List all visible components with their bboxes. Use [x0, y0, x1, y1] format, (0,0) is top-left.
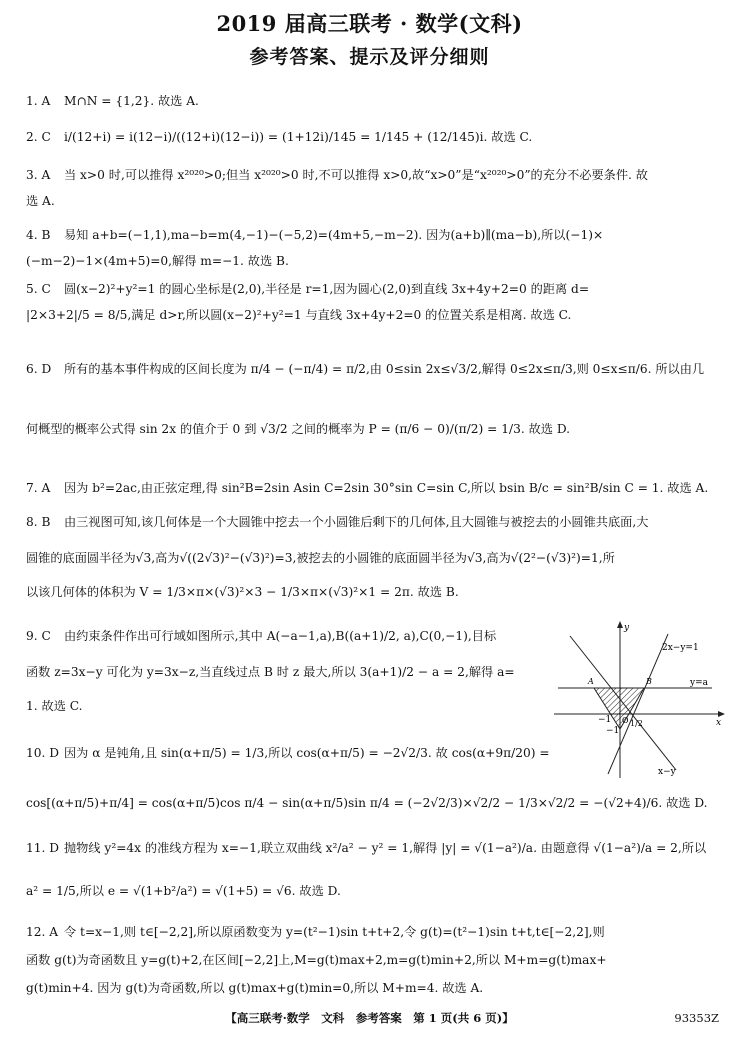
answer-number: 8. B [26, 515, 51, 529]
answer-line: 由约束条件作出可行域如图所示,其中 A(−a−1,a),B((a+1)/2, a),C(0,−1),目标 [64, 629, 497, 643]
page-footer: 【高三联考·数学 文科 参考答案 第 1 页(共 6 页)】 [225, 1011, 514, 1025]
answer-number: 11. D [26, 841, 60, 855]
doc-code: 93353Z [674, 1011, 719, 1025]
answer-number: 3. A [26, 168, 51, 182]
line-x-plus-y [570, 636, 676, 770]
page-title: 2019 届高三联考 · 数学(文科) [216, 11, 523, 36]
answer-line: 以该几何体的体积为 V = 1/3×π×(√3)²×3 − 1/3×π×(√3)²×1 = 2π. 故选 B. [26, 585, 459, 599]
line2-label: y=a [690, 678, 708, 688]
minus-one-y-label: −1 [606, 726, 620, 736]
answer-number: 5. C [26, 282, 51, 296]
page-subtitle: 参考答案、提示及评分细则 [249, 46, 490, 68]
answer-number: 10. D [26, 746, 60, 760]
answer-line: 何概型的概率公式得 sin 2x 的值介于 0 到 √3/2 之间的概率为 P = (π/6 − 0)/(π/2) = 1/3. 故选 D. [26, 422, 571, 436]
answer-line: g(t)min+4. 因为 g(t)为奇函数,所以 g(t)max+g(t)min=0,所以 M+m=4. 故选 A. [26, 981, 484, 995]
answer-line: 抛物线 y²=4x 的准线方程为 x=−1,联立双曲线 x²/a² − y² = 1,解得 |y| = √(1−a²)/a. 由题意得 √(1−a²)/a = 2,所以 [64, 841, 707, 855]
answer-number: 1. A [26, 94, 51, 108]
y-axis-label: y [624, 623, 630, 633]
point-a-label: A [588, 677, 594, 686]
answer-number: 4. B [26, 228, 51, 242]
answer-line: 由三视图可知,该几何体是一个大圆锥中挖去一个小圆锥后剩下的几何体,且大圆锥与被挖去的小圆锥共底面,大 [64, 515, 649, 529]
answer-line: (−m−2)−1×(4m+5)=0,解得 m=−1. 故选 B. [26, 254, 289, 268]
answer-line: 当 x>0 时,可以推得 x²⁰²⁰>0;但当 x²⁰²⁰>0 时,不可以推得 x>0,故“x>0”是“x²⁰²⁰>0”的充分不必要条件. 故 [64, 168, 648, 182]
answer-number: 9. C [26, 629, 51, 643]
answer-line: 因为 α 是钝角,且 sin(α+π/5) = 1/3,所以 cos(α+π/5) = −2√2/3. 故 cos(α+9π/20) = [64, 746, 550, 760]
y-axis-arrow [617, 621, 623, 628]
answer-line: 函数 g(t)为奇函数且 y=g(t)+2,在区间[−2,2]上,M=g(t)max+2,m=g(t)min+2,所以 M+m=g(t)max+ [26, 953, 607, 967]
answer-line: |2×3+2|/5 = 8/5,满足 d>r,所以圆(x−2)²+y²=1 与直线 3x+4y+2=0 的位置关系是相离. 故选 C. [26, 308, 572, 322]
answer-line: M∩N = {1,2}. 故选 A. [64, 94, 199, 108]
answer-line: i/(12+i) = i(12−i)/((12+i)(12−i)) = (1+12i)/145 = 1/145 + (12/145)i. 故选 C. [64, 130, 533, 144]
answer-number: 6. D [26, 362, 52, 376]
answer-line: 1. 故选 C. [26, 699, 83, 713]
bottom-line-label: x−y [658, 767, 676, 777]
answer-line: 圆(x−2)²+y²=1 的圆心坐标是(2,0),半径是 r=1,因为圆心(2,0)到直线 3x+4y+2=0 的距离 d= [64, 282, 590, 296]
answer-number: 7. A [26, 481, 51, 495]
minus-one-x-label: −1 [598, 715, 612, 725]
answer-line: a² = 1/5,所以 e = √(1+b²/a²) = √(1+5) = √6. 故选 D. [26, 884, 341, 898]
answer-number: 2. C [26, 130, 51, 144]
answer-line: cos[(α+π/5)+π/4] = cos(α+π/5)cos π/4 − sin(α+π/5)sin π/4 = (−2√2/3)×√2/2 − 1/3×√2/2 = −(√2+4)/6. 故选 D. [26, 796, 708, 810]
answer-line: 易知 a+b=(−1,1),ma−b=m(4,−1)−(−5,2)=(4m+5,−m−2). 因为(a+b)∥(ma−b),所以(−1)× [64, 228, 604, 242]
answer-line: 选 A. [26, 194, 55, 208]
answer-line: 函数 z=3x−y 可化为 y=3x−z,当直线过点 B 时 z 最大,所以 3(a+1)/2 − a = 2,解得 a= [26, 665, 515, 679]
answer-line: 令 t=x−1,则 t∈[−2,2],所以原函数变为 y=(t²−1)sin t+t+2,令 g(t)=(t²−1)sin t+t,t∈[−2,2],则 [64, 925, 605, 939]
feasible-region-figure [550, 618, 726, 780]
x-axis-arrow [718, 711, 725, 717]
point-b-label: B [646, 677, 652, 686]
answer-line: 所有的基本事件构成的区间长度为 π/4 − (−π/4) = π/2,由 0≤sin 2x≤√3/2,解得 0≤2x≤π/3,则 0≤x≤π/6. 所以由几 [64, 362, 705, 376]
line1-label: 2x−y=1 [662, 643, 699, 653]
answer-number: 12. A [26, 925, 59, 939]
answer-line: 因为 b²=2ac,由正弦定理,得 sin²B=2sin Asin C=2sin 30°sin C=sin C,所以 bsin B/c = sin²B/sin C = 1. 故选 A. [64, 481, 709, 495]
x-axis-label: x [716, 718, 722, 728]
origin-label: O [622, 716, 629, 725]
answer-line: 圆锥的底面圆半径为√3,高为√((2√3)²−(√3)²)=3,被挖去的小圆锥的底面圆半径为√3,高为√(2²−(√3)²)=1,所 [26, 551, 615, 565]
half-label: 1/2 [630, 719, 643, 728]
